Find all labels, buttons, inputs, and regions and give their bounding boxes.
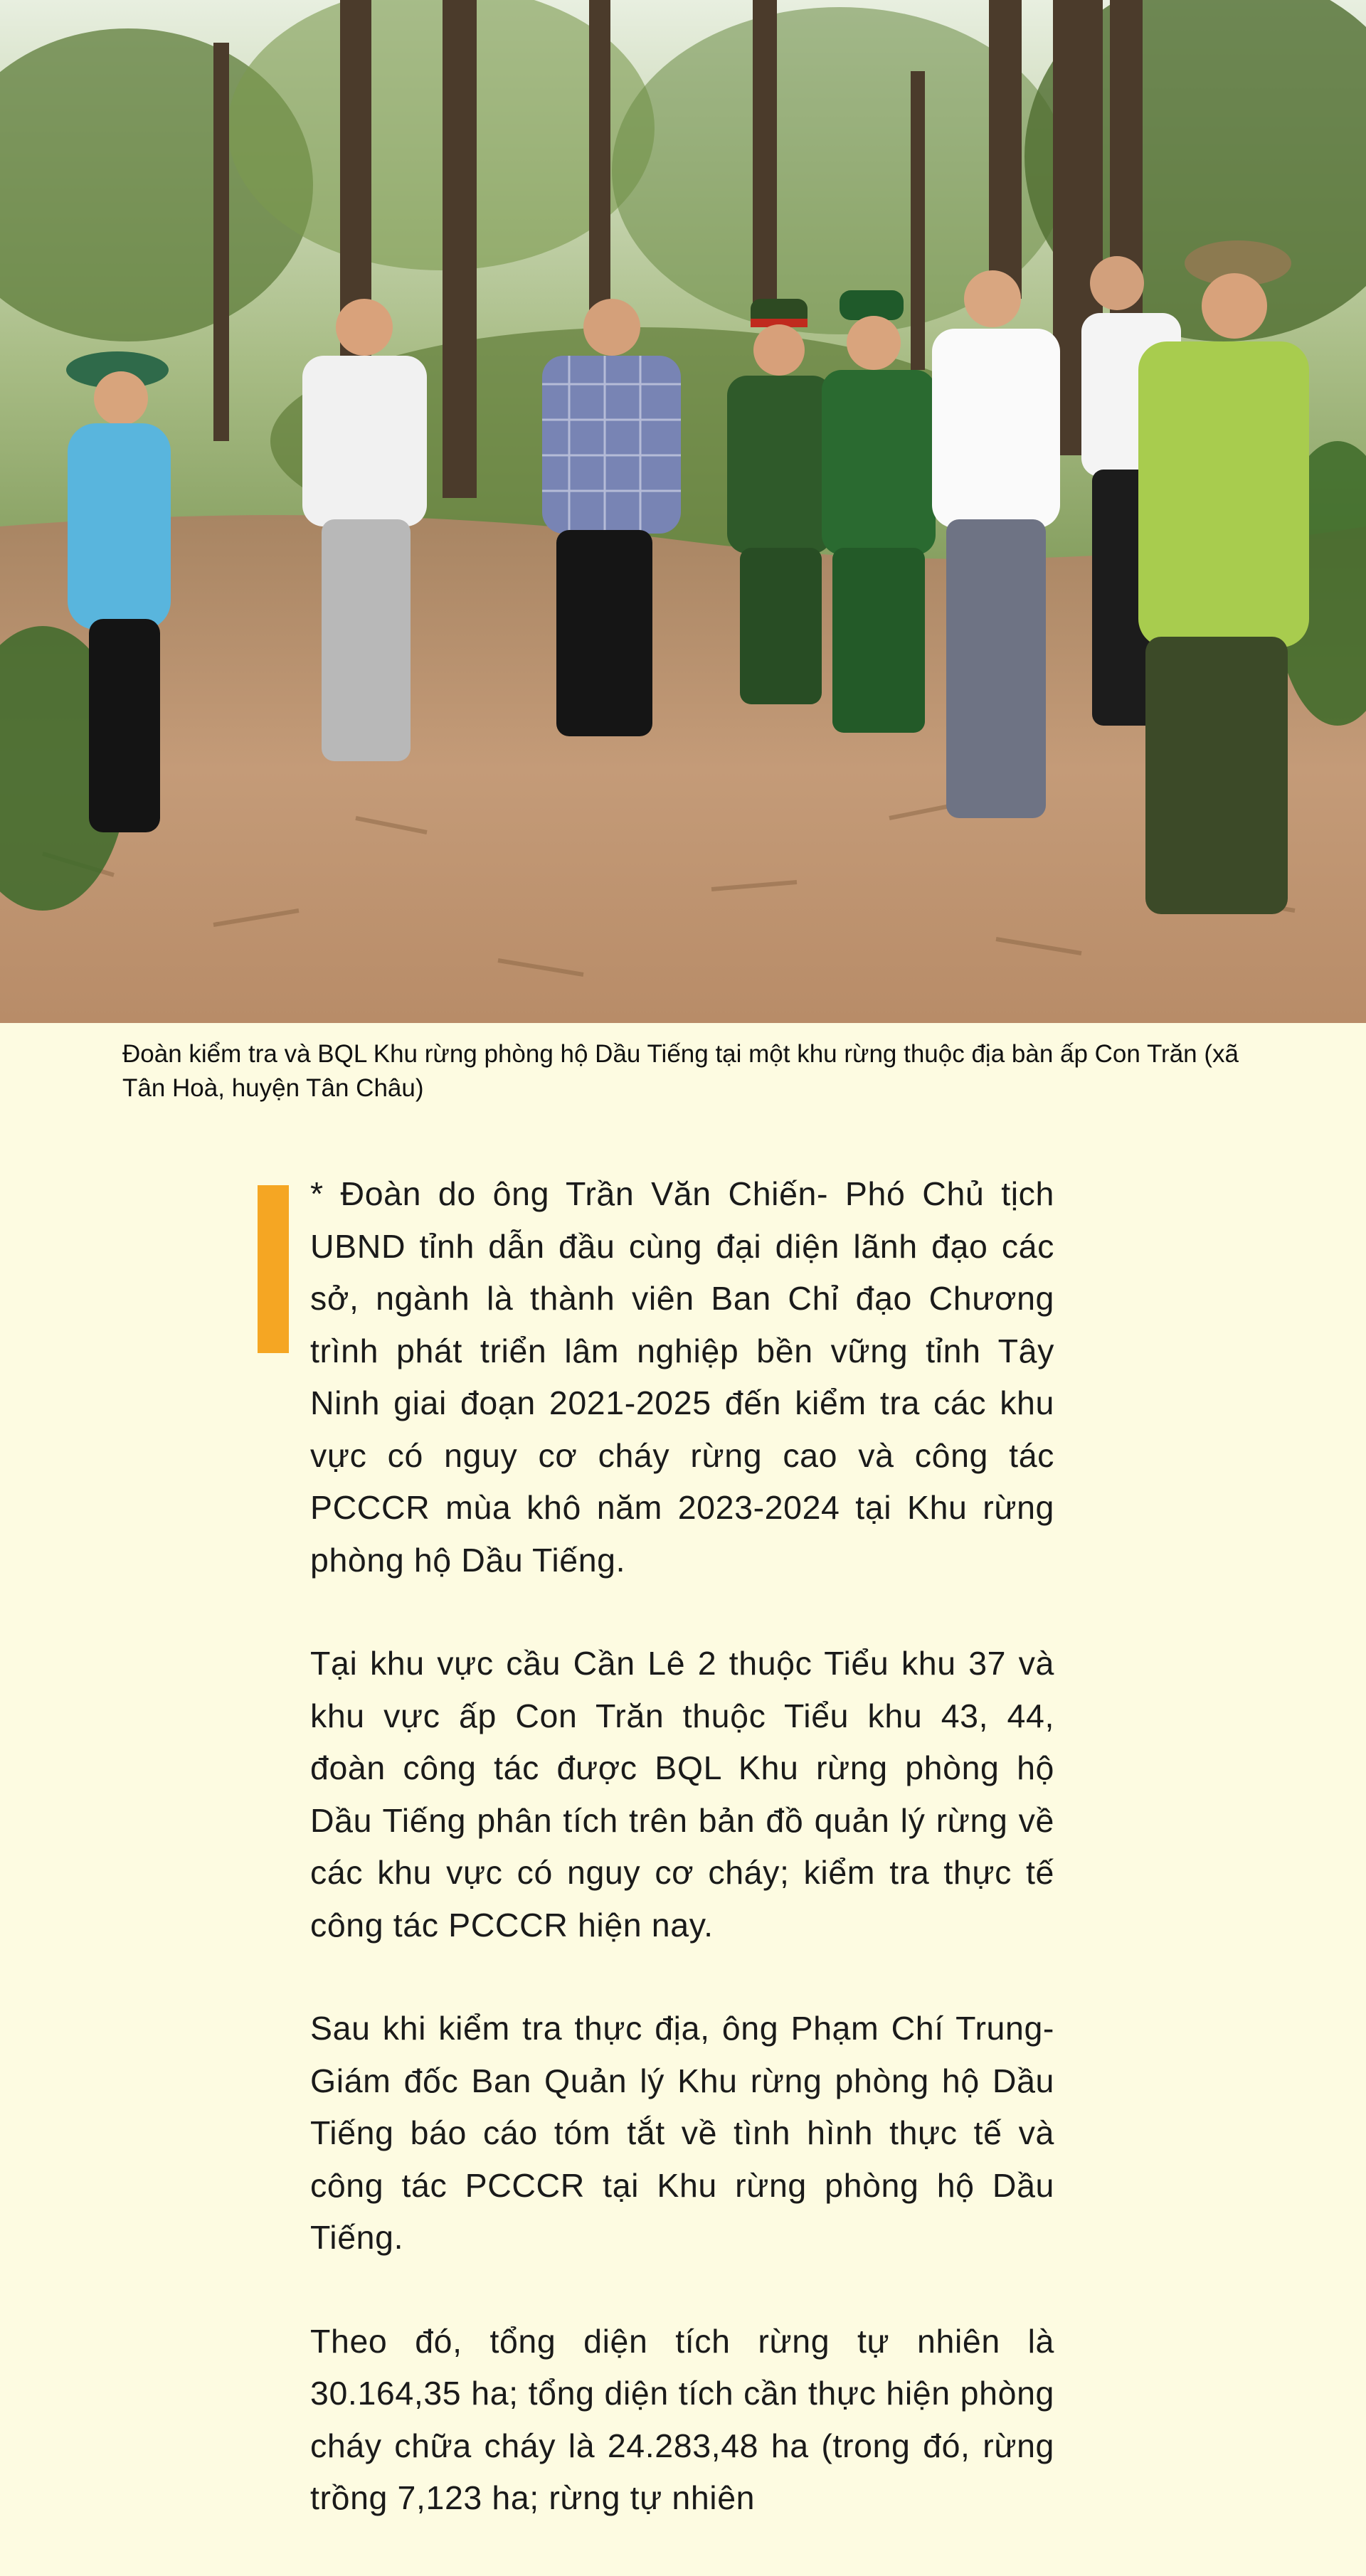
- paragraph-accent-bar: [258, 1185, 289, 1353]
- article-paragraph-2: Tại khu vực cầu Cần Lê 2 thuộc Tiểu khu 37 và khu vực ấp Con Trăn thuộc Tiểu khu 43, 44, đoàn công tác được BQL Khu rừng phòng hộ Dầu Tiếng phân tích trên bản đồ quản lý rừng về các khu vực có nguy cơ cháy; kiểm tra thực tế công tác PCCCR hiện nay.: [310, 1645, 1054, 1944]
- article-paragraph-4: Theo đó, tổng diện tích rừng tự nhiên là 30.164,35 ha; tổng diện tích cần thực hiện phòng cháy chữa cháy là 24.283,48 ha (trong đó, rừng trồng 7,123 ha; rừng tự nhiên: [310, 2322, 1054, 2516]
- article-body: [310, 1168, 1054, 2576]
- forest-photo-illustration: [0, 0, 1366, 1023]
- photo-caption: Đoàn kiểm tra và BQL Khu rừng phòng hộ Dầu Tiếng tại một khu rừng thuộc địa bàn ấp Con Trăn (xã Tân Hoà, huyện Tân Châu): [122, 1040, 1239, 1102]
- forest-group-photo: [0, 0, 1366, 1023]
- article-paragraph-1: * Đoàn do ông Trần Văn Chiến- Phó Chủ tịch UBND tỉnh dẫn đầu cùng đại diện lãnh đạo các sở, ngành là thành viên Ban Chỉ đạo Chương trình phát triển lâm nghiệp bền vững tỉnh Tây Ninh giai đoạn 2021-2025 đến kiểm tra các khu vực có nguy cơ cháy rừng cao và công tác PCCCR mùa khô năm 2023-2024 tại Khu rừng phòng hộ Dầu Tiếng.: [310, 1175, 1054, 1579]
- article-paragraph-3: Sau khi kiểm tra thực địa, ông Phạm Chí Trung- Giám đốc Ban Quản lý Khu rừng phòng hộ Dầu Tiếng báo cáo tóm tắt về tình hình thực tế và công tác PCCCR tại Khu rừng phòng hộ Dầu Tiếng.: [310, 2010, 1054, 2256]
